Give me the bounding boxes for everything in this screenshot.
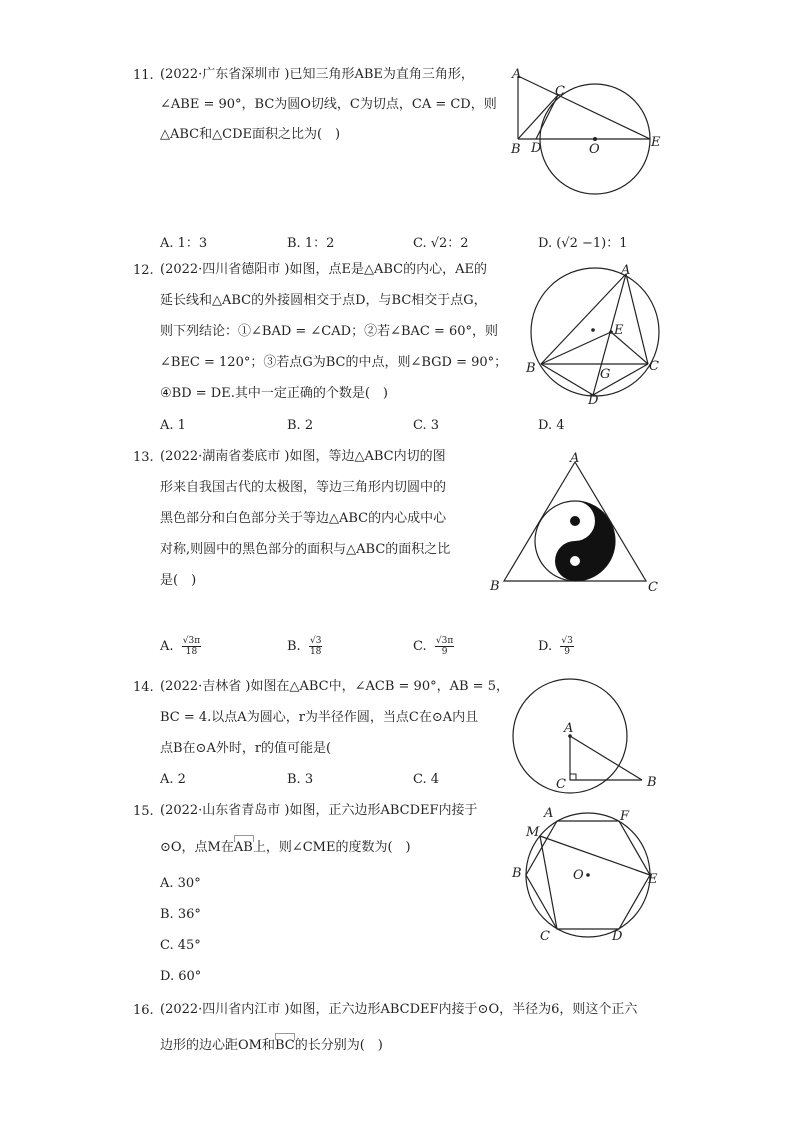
q15-label-A: A: [544, 806, 554, 821]
q11-label-A: A: [512, 67, 522, 82]
q13-option-a[interactable]: A. $\frac{√3\pi}{18}$: [160, 636, 201, 657]
q12-line-1: (2022·四川省德阳市 )如图，点E是△ABC的内心，AE的: [160, 262, 487, 277]
q15-option-c[interactable]: C. 45°: [160, 938, 201, 953]
q12-line-5: ④BD = DE.其中一定正确的个数是( ): [160, 386, 388, 401]
q13-option-c[interactable]: C. $\frac{√3\pi}{9}$: [413, 636, 454, 657]
q14-line-2: BC = 4.以点A为圆心，r为半径作圆，当点C在⊙A内且: [160, 710, 479, 725]
q12-figure: [520, 262, 670, 412]
q13-figure: [486, 448, 666, 596]
q13-stem: [160, 448, 450, 590]
q15-figure: [508, 802, 668, 948]
q15-option-a[interactable]: A. 30°: [160, 876, 201, 891]
q14-figure: [506, 676, 666, 796]
q15-option-b[interactable]: B. 36°: [160, 907, 201, 922]
q14-line-3: 点B在⊙A外时，r的值可能是(: [160, 741, 332, 756]
q16-number: 16.: [133, 1003, 154, 1018]
q13-label-C: C: [648, 580, 658, 595]
q15-line-1: (2022·山东省青岛市 )如图，正六边形ABCDEF内接于: [160, 803, 478, 818]
q14-number: 14.: [133, 680, 154, 695]
q13-line-2: 形来自我国古代的太极图，等边三角形内切圆中的: [160, 480, 447, 495]
q14-line-1: (2022·吉林省 )如图在△ABC中，∠ACB = 90°，AB = 5，: [160, 679, 509, 694]
q11-label-D: D: [531, 141, 542, 156]
q14-stem: [160, 678, 509, 758]
q15-label-M: M: [526, 825, 540, 840]
q13-line-3: 黑色部分和白色部分关于等边△ABC的内心成中心: [160, 511, 447, 526]
q12-label-D: D: [588, 393, 599, 408]
q11-option-a[interactable]: A. 1：3: [160, 236, 208, 251]
q15-label-E: E: [648, 872, 658, 887]
q13-label-B: B: [490, 579, 500, 594]
q11-line-1: (2022·广东省深圳市 )已知三角形ABE为直角三角形，: [160, 67, 474, 82]
q12-label-A: A: [621, 263, 631, 278]
q12-label-C: C: [649, 359, 659, 374]
q13-label-A: A: [570, 451, 580, 466]
q12-line-4: ∠BEC = 120°；③若点G为BC的中点，则∠BGD = 90°；: [160, 355, 508, 370]
q14-option-c[interactable]: C. 4: [413, 772, 440, 787]
q13-line-5: 是( ): [160, 573, 197, 588]
q15-label-C: C: [540, 929, 550, 944]
q14-label-B: B: [647, 775, 657, 790]
q11-label-O: O: [589, 142, 600, 157]
q13-line-4: 对称,则圆中的黑色部分的面积与△ABC的面积之比: [160, 542, 451, 557]
q11-label-C: C: [555, 84, 565, 99]
q11-line-3: △ABC和△CDE面积之比为( ): [160, 127, 341, 142]
q13-number: 13.: [133, 450, 154, 465]
q11-stem: [160, 66, 497, 144]
q15-label-B: B: [512, 866, 522, 881]
q15-label-D: D: [612, 929, 623, 944]
q13-line-1: (2022·湖南省娄底市 )如图，等边△ABC内切的图: [160, 449, 446, 464]
q12-label-B: B: [526, 361, 536, 376]
q11-option-b[interactable]: B. 1：2: [287, 236, 335, 251]
q13-option-b[interactable]: B. $\frac{√3}{18}$: [287, 636, 322, 657]
q15-option-d[interactable]: D. 60°: [160, 969, 202, 984]
q14-option-b[interactable]: B. 3: [287, 772, 314, 787]
q15-label-O: O: [573, 868, 584, 883]
q11-line-2: ∠ABE = 90°，BC为圆O切线，C为切点，CA = CD，则: [160, 97, 497, 112]
q14-option-a[interactable]: A. 2: [160, 772, 186, 787]
q14-label-A: A: [564, 721, 574, 736]
q16-line-2: 边形的边心距OM和 BC的长分别为( ): [160, 1037, 383, 1055]
q12-option-d[interactable]: D. 4: [538, 418, 565, 433]
q11-option-c[interactable]: C. √2：2: [413, 236, 469, 251]
q11-label-B: B: [511, 142, 521, 157]
q12-line-3: 则下列结论：①∠BAD = ∠CAD；②若∠BAC = 60°，则: [160, 324, 499, 339]
q12-option-a[interactable]: A. 1: [160, 418, 186, 433]
q14-label-C: C: [556, 777, 566, 792]
q12-number: 12.: [133, 263, 154, 278]
q12-stem: [160, 261, 507, 403]
q15-line-2: ⊙O，点M在 AB上，则∠CME的度数为( ): [160, 839, 411, 857]
q12-label-G: G: [600, 367, 611, 382]
q15-number: 15.: [133, 804, 154, 819]
q12-label-E: E: [614, 323, 624, 338]
q12-option-c[interactable]: C. 3: [413, 418, 440, 433]
q11-number: 11.: [133, 68, 154, 83]
q16-line-1: (2022·四川省内江市 )如图，正六边形ABCDEF内接于⊙O，半径为6，则这个正六: [160, 1002, 638, 1017]
q15-label-F: F: [620, 809, 630, 824]
q11-label-E: E: [651, 135, 661, 150]
q12-option-b[interactable]: B. 2: [287, 418, 314, 433]
q13-option-d[interactable]: D. $\frac{√3}{9}$: [538, 636, 573, 657]
q11-option-d[interactable]: D. (√2 −1)：1: [538, 236, 628, 251]
q12-line-2: 延长线和△ABC的外接圆相交于点D，与BC相交于点G，: [160, 293, 487, 308]
q11-figure: [508, 66, 668, 196]
